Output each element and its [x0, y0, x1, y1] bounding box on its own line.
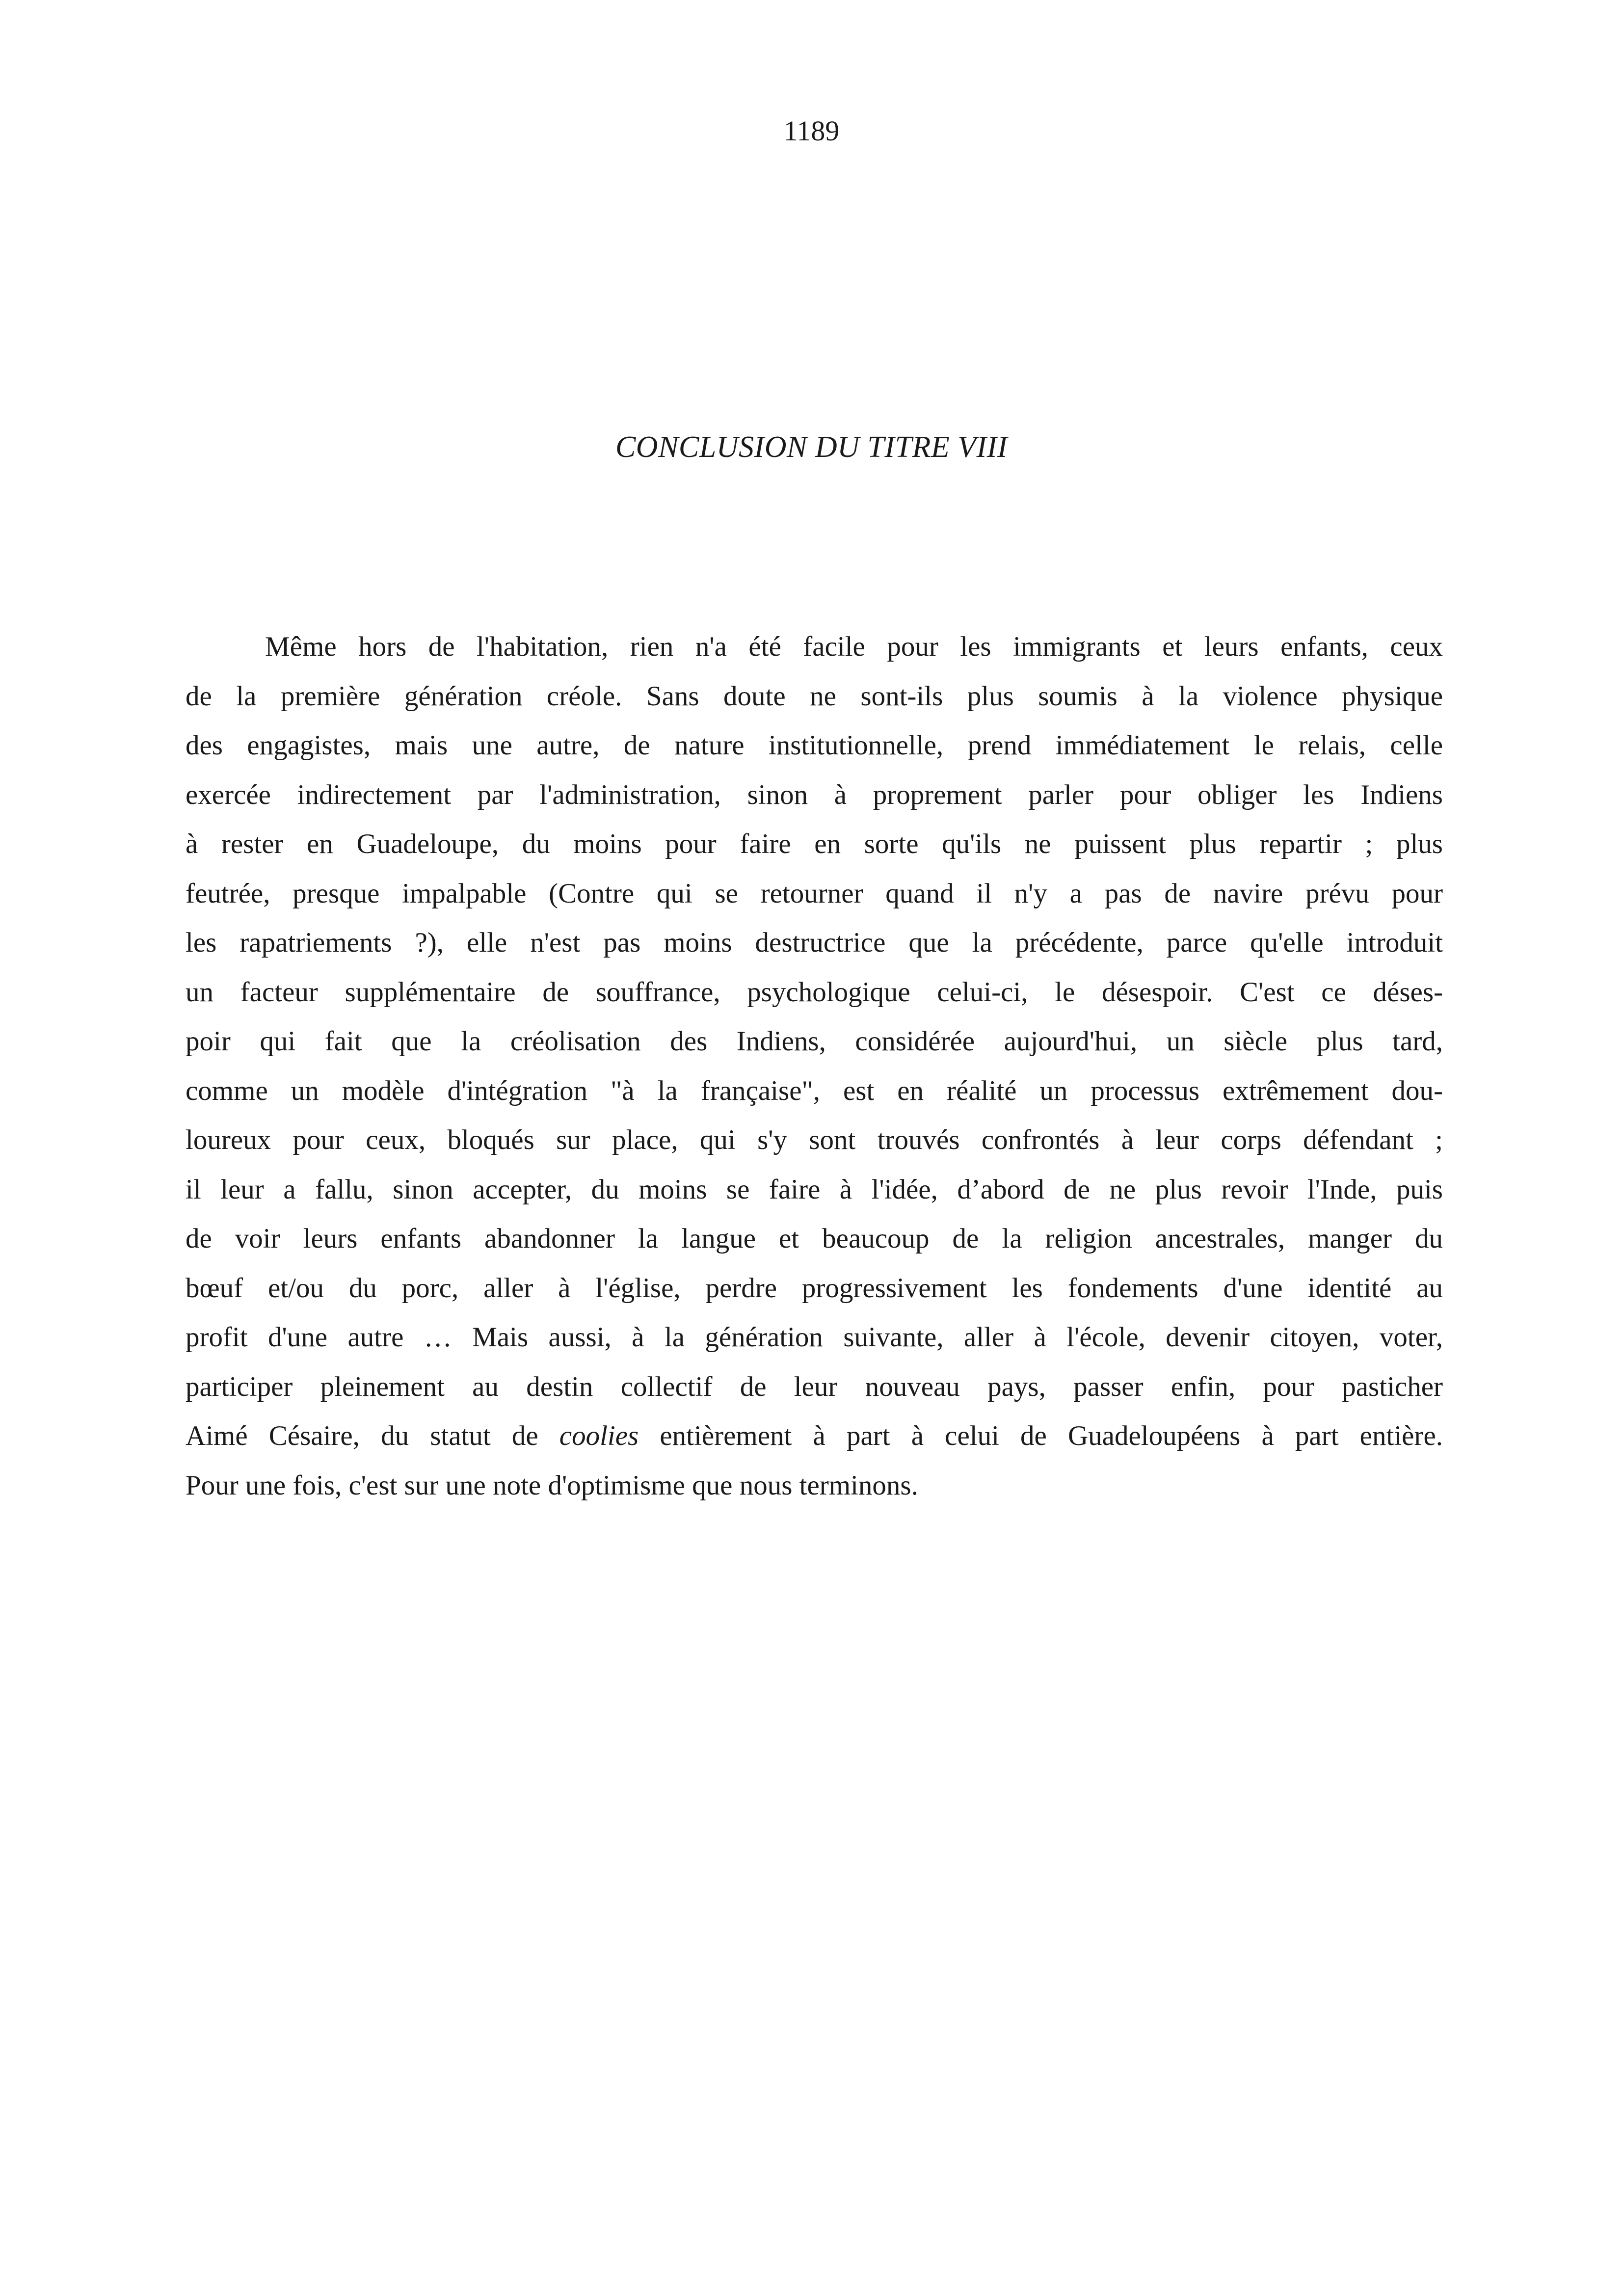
paragraph-last-line: Pour une fois, c'est sur une note d'optimisme que nous terminons.: [186, 1469, 918, 1501]
paragraph-line: à rester en Guadeloupe, du moins pour faire en sorte qu'ils ne puissent plus repartir ; plus: [186, 828, 1443, 859]
paragraph-line-with-italic: [186, 1412, 1443, 1461]
paragraph-line: comme un modèle d'intégration "à la française", est en réalité un processus extrêmement dou-: [186, 1075, 1443, 1106]
paragraph-line: Même hors de l'habitation, rien n'a été facile pour les immigrants et leurs enfants, ceux: [265, 631, 1443, 662]
paragraph-line: il leur a fallu, sinon accepter, du moins se faire à l'idée, d’abord de ne plus revoir l'Inde, puis: [186, 1174, 1443, 1205]
paragraph-line: des engagistes, mais une autre, de nature institutionnelle, prend immédiatement le relais, celle: [186, 730, 1443, 761]
page-number: 1189: [783, 115, 840, 147]
paragraph-line: exercée indirectement par l'administration, sinon à proprement parler pour obliger les Indiens: [186, 779, 1443, 810]
paragraph-line: les rapatriements ?), elle n'est pas moins destructrice que la précédente, parce qu'elle introduit: [186, 927, 1443, 958]
paragraph-line: de la première génération créole. Sans doute ne sont-ils plus soumis à la violence physique: [186, 680, 1443, 712]
conclusion-paragraph: [186, 622, 1443, 1510]
paragraph-line: participer pleinement au destin collectif de leur nouveau pays, passer enfin, pour pasticher: [186, 1371, 1443, 1402]
paragraph-line: profit d'une autre … Mais aussi, à la génération suivante, aller à l'école, devenir citoyen, voter,: [186, 1322, 1443, 1353]
paragraph-line: bœuf et/ou du porc, aller à l'église, perdre progressivement les fondements d'une identité au: [186, 1272, 1443, 1304]
line-text-after: entièrement à part à celui de Guadeloupéens à part entière.: [639, 1420, 1443, 1451]
paragraph-line: feutrée, presque impalpable (Contre qui se retourner quand il n'y a pas de navire prévu pour: [186, 878, 1443, 909]
paragraph-line: de voir leurs enfants abandonner la langue et beaucoup de la religion ancestrales, manger du: [186, 1223, 1443, 1254]
paragraph-line: loureux pour ceux, bloqués sur place, qui s'y sont trouvés confrontés à leur corps défendant ;: [186, 1124, 1443, 1155]
line-text-before: Aimé Césaire, du statut de: [186, 1420, 559, 1451]
paragraph-line: un facteur supplémentaire de souffrance, psychologique celui-ci, le désespoir. C'est ce déses-: [186, 976, 1443, 1008]
section-title: CONCLUSION DU TITRE VIII: [615, 430, 1008, 464]
paragraph-line: poir qui fait que la créolisation des Indiens, considérée aujourd'hui, un siècle plus tard,: [186, 1026, 1443, 1057]
italic-term: coolies: [559, 1420, 639, 1451]
